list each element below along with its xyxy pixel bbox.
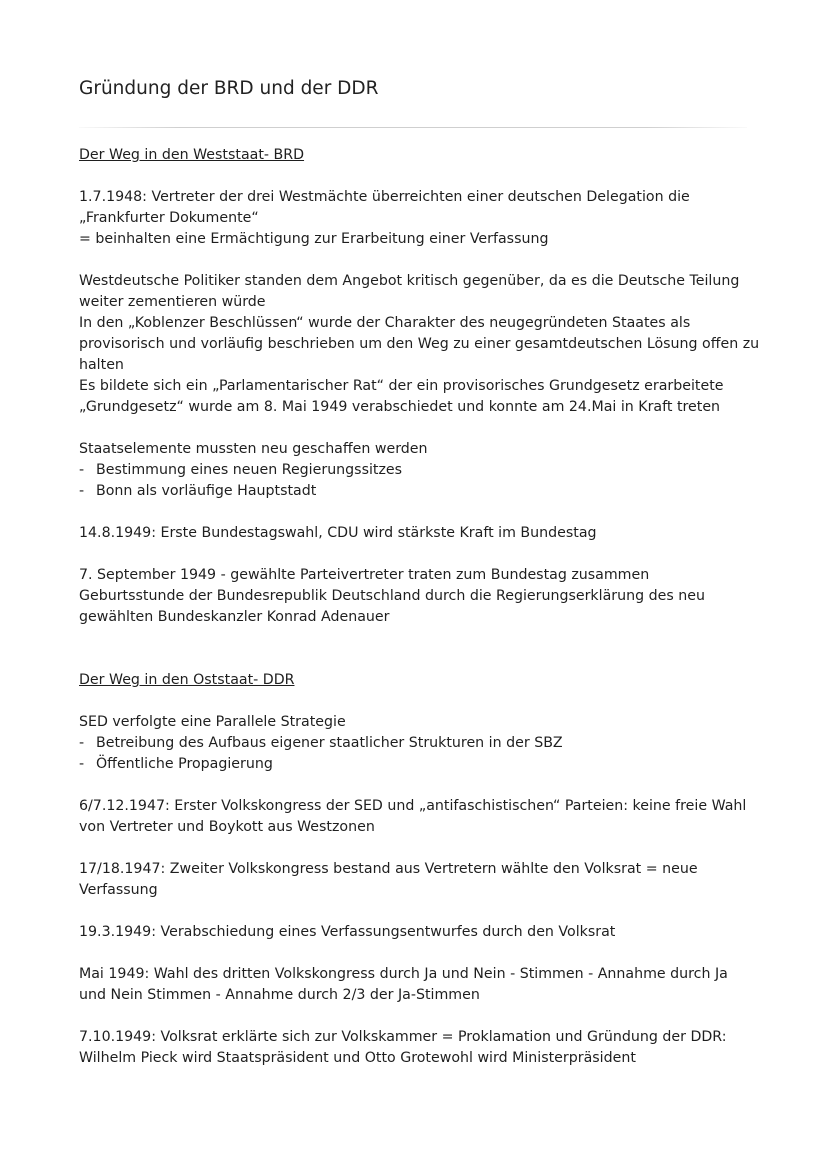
section-heading-ddr: Der Weg in den Oststaat- DDR (79, 672, 295, 688)
document-body (79, 145, 759, 1069)
brd-p2-line: Es bildete sich ein „Parlamentarischer Rat“ der ein provisorisches Grundgesetz erarbeitete (79, 378, 724, 394)
brd-p2-line: „Grundgesetz“ wurde am 8. Mai 1949 verabschiedet und konnte am 24.Mai in Kraft treten (79, 399, 721, 415)
ddr-p2-line: 6/7.12.1947: Erster Volkskongress der SED und „antifaschistischen“ Parteien: keine freie Wahl (79, 798, 747, 814)
bullet-dash: - (79, 735, 85, 751)
brd-p1-line: „Frankfurter Dokumente“ (79, 210, 259, 226)
brd-p1-line: 1.7.1948: Vertreter der drei Westmächte überreichten einer deutschen Delegation die (79, 189, 690, 205)
ddr-p1-intro: SED verfolgte eine Parallele Strategie (79, 714, 346, 730)
ddr-p5-line: und Nein Stimmen - Annahme durch 2/3 der Ja-Stimmen (79, 987, 480, 1003)
brd-p5-line: gewählten Bundeskanzler Konrad Adenauer (79, 609, 390, 625)
ddr-p6-line: Wilhelm Pieck wird Staatspräsident und Otto Grotewohl wird Ministerpräsident (79, 1050, 636, 1066)
list-item-text: Bonn als vorläufige Hauptstadt (96, 483, 317, 499)
page-title: Gründung der BRD und der DDR (79, 78, 379, 99)
list-item-text: Bestimmung eines neuen Regierungssitzes (96, 462, 403, 478)
bullet-dash: - (79, 483, 85, 499)
list-item (79, 460, 759, 481)
list-item-text: Öffentliche Propagierung (96, 756, 273, 772)
bullet-dash: - (79, 462, 85, 478)
ddr-p3-line: Verfassung (79, 882, 158, 898)
ddr-p2-line: von Vertreter und Boykott aus Westzonen (79, 819, 375, 835)
list-item (79, 733, 759, 754)
brd-p4-line: 14.8.1949: Erste Bundestagswahl, CDU wird stärkste Kraft im Bundestag (79, 525, 597, 541)
ddr-p3-line: 17/18.1947: Zweiter Volkskongress bestand aus Vertretern wählte den Volksrat = neue (79, 861, 698, 877)
list-item (79, 754, 759, 775)
brd-p2-line: provisorisch und vorläufig beschrieben um den Weg zu einer gesamtdeutschen Lösung offen zu (79, 336, 760, 352)
brd-p5-line: 7. September 1949 - gewählte Parteivertreter traten zum Bundestag zusammen (79, 567, 650, 583)
brd-p5-line: Geburtsstunde der Bundesrepublik Deutschland durch die Regierungserklärung des neu (79, 588, 705, 604)
ddr-p5-line: Mai 1949: Wahl des dritten Volkskongress durch Ja und Nein - Stimmen - Annahme durch Ja (79, 966, 728, 982)
ddr-p4-line: 19.3.1949: Verabschiedung eines Verfassungsentwurfes durch den Volksrat (79, 924, 616, 940)
list-item (79, 481, 759, 502)
brd-p2-line: weiter zementieren würde (79, 294, 266, 310)
bullet-dash: - (79, 756, 85, 772)
brd-p2-line: halten (79, 357, 124, 373)
brd-p3-intro: Staatselemente mussten neu geschaffen werden (79, 441, 428, 457)
section-heading-brd: Der Weg in den Weststaat- BRD (79, 147, 305, 163)
title-divider (79, 127, 747, 128)
brd-p1-line: = beinhalten eine Ermächtigung zur Erarbeitung einer Verfassung (79, 231, 549, 247)
ddr-p6-line: 7.10.1949: Volksrat erklärte sich zur Volkskammer = Proklamation und Gründung der DDR: (79, 1029, 727, 1045)
list-item-text: Betreibung des Aufbaus eigener staatlicher Strukturen in der SBZ (96, 735, 563, 751)
brd-p2-line: Westdeutsche Politiker standen dem Angebot kritisch gegenüber, da es die Deutsche Teilung (79, 273, 740, 289)
brd-p2-line: In den „Koblenzer Beschlüssen“ wurde der Charakter des neugegründeten Staates als (79, 315, 691, 331)
